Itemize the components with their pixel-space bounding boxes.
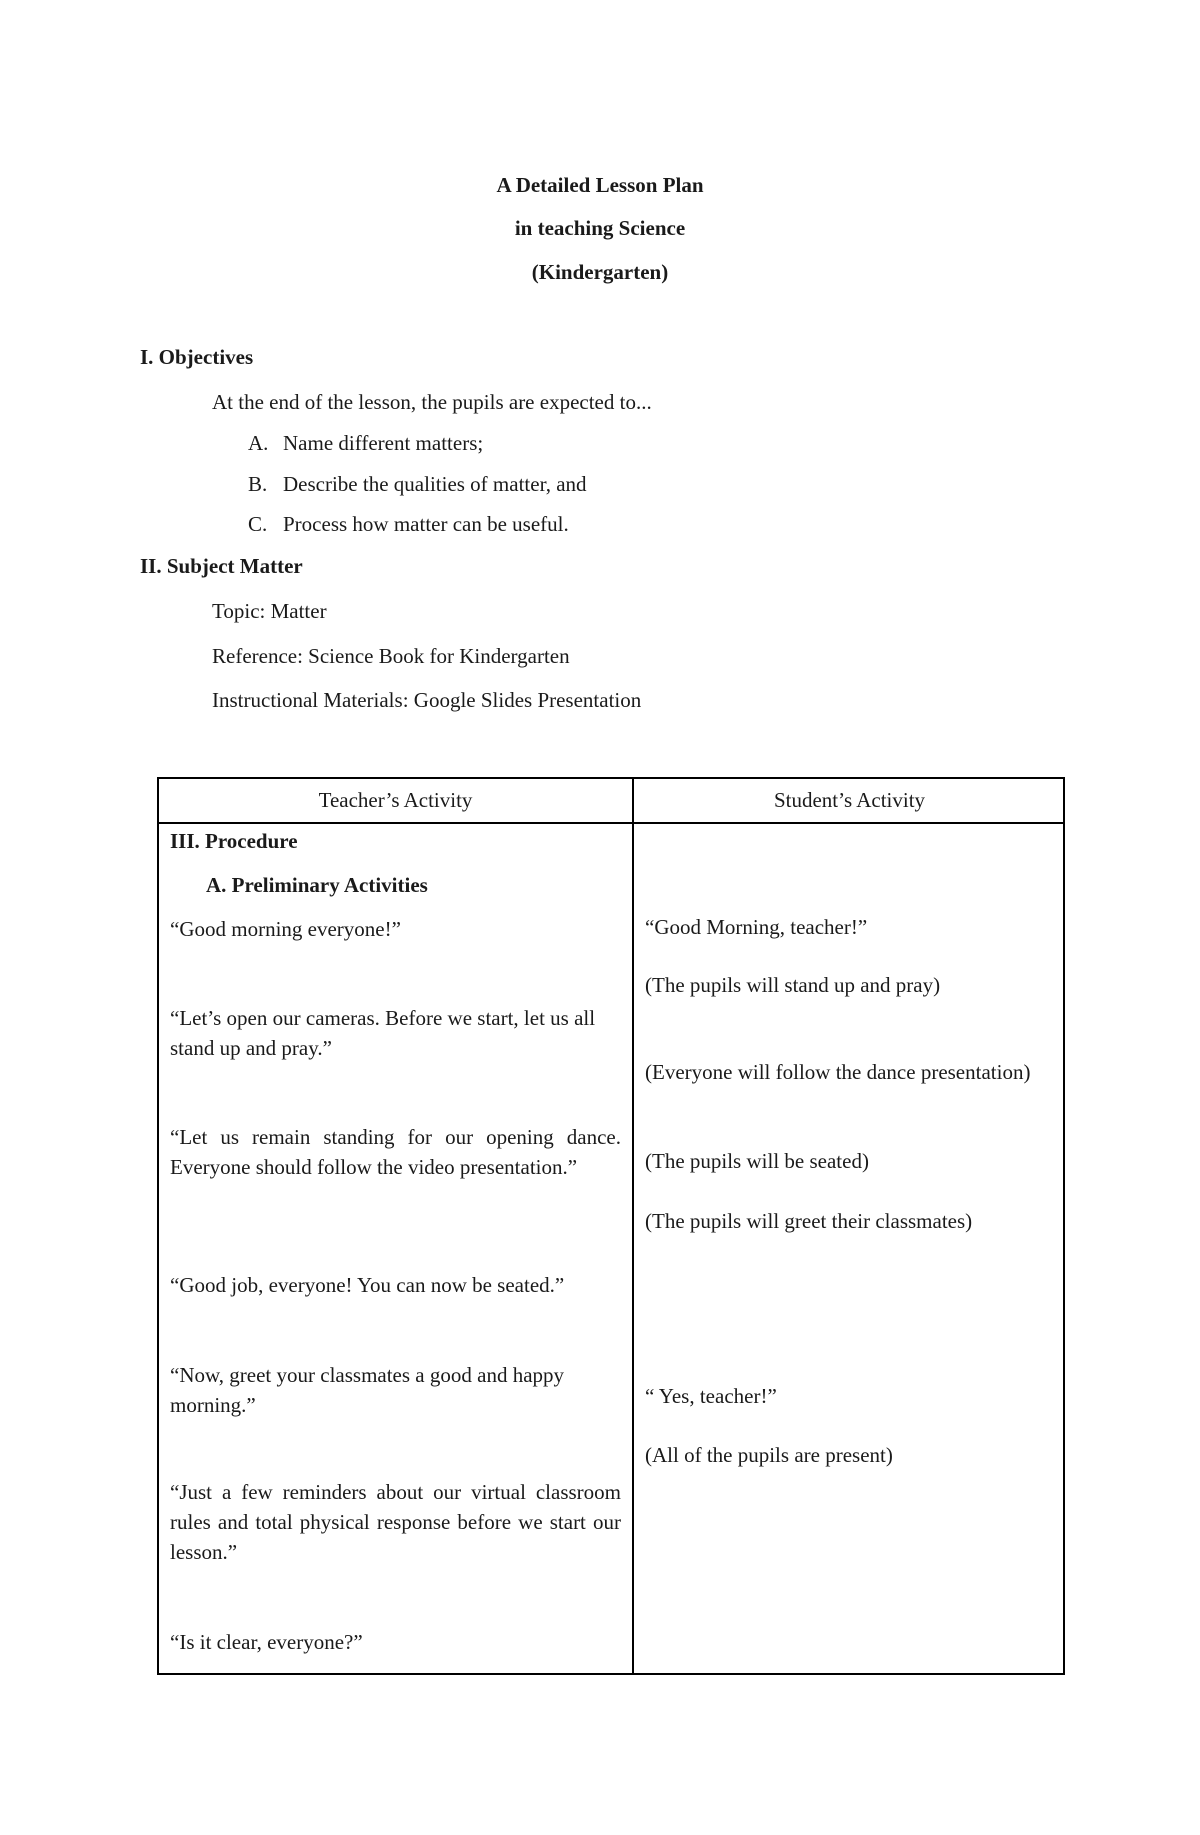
title-line-2: in teaching Science: [514, 216, 686, 240]
student-line-1: “Good Morning, teacher!”: [645, 915, 868, 939]
materials-line: Instructional Materials: Google Slides Presentation: [212, 688, 642, 712]
objectives-intro: At the end of the lesson, the pupils are expected to...: [212, 390, 652, 414]
student-line-3: (Everyone will follow the dance presentation): [645, 1060, 1031, 1084]
topic-line: Topic: Matter: [212, 599, 327, 623]
subject-matter-heading: II. Subject Matter: [140, 554, 303, 578]
student-activity-header: Student’s Activity: [773, 788, 926, 812]
student-line-7: (All of the pupils are present): [645, 1443, 893, 1467]
activity-table: [157, 777, 1065, 1675]
preliminary-activities-heading: A. Preliminary Activities: [206, 873, 428, 897]
teacher-line-6: “Just a few reminders about our virtual classroom rules and total physical response before we start our lesson.”: [170, 1480, 621, 1564]
teacher-line-1: “Good morning everyone!”: [170, 917, 401, 941]
objective-item-b: Describe the qualities of matter, and: [283, 472, 587, 496]
teacher-line-2: “Let’s open our cameras. Before we start, let us all stand up and pray.”: [170, 1006, 596, 1060]
objective-item-c: Process how matter can be useful.: [283, 512, 569, 536]
teacher-line-5: “Now, greet your classmates a good and happy morning.”: [170, 1363, 565, 1417]
title-line-3: (Kindergarten): [531, 260, 669, 284]
objective-marker-b: B.: [248, 472, 268, 496]
column-divider: [632, 779, 634, 1673]
teacher-line-7: “Is it clear, everyone?”: [170, 1630, 363, 1654]
student-line-6: “ Yes, teacher!”: [645, 1384, 777, 1408]
teacher-line-4: “Good job, everyone! You can now be seated.”: [170, 1273, 565, 1297]
title-line-1: A Detailed Lesson Plan: [496, 173, 704, 197]
objective-item-a: Name different matters;: [283, 431, 484, 455]
student-line-2: (The pupils will stand up and pray): [645, 973, 941, 997]
reference-line: Reference: Science Book for Kindergarten: [212, 644, 570, 668]
student-line-4: (The pupils will be seated): [645, 1149, 869, 1173]
teacher-line-3: “Let us remain standing for our opening dance. Everyone should follow the video presentation.”: [170, 1125, 621, 1179]
student-line-5: (The pupils will greet their classmates): [645, 1209, 973, 1233]
teacher-activity-header: Teacher’s Activity: [318, 788, 473, 812]
header-divider: [159, 822, 1063, 824]
objective-marker-a: A.: [248, 431, 269, 455]
procedure-heading: III. Procedure: [170, 829, 298, 853]
objective-marker-c: C.: [248, 512, 268, 536]
objectives-heading: I. Objectives: [140, 345, 254, 369]
